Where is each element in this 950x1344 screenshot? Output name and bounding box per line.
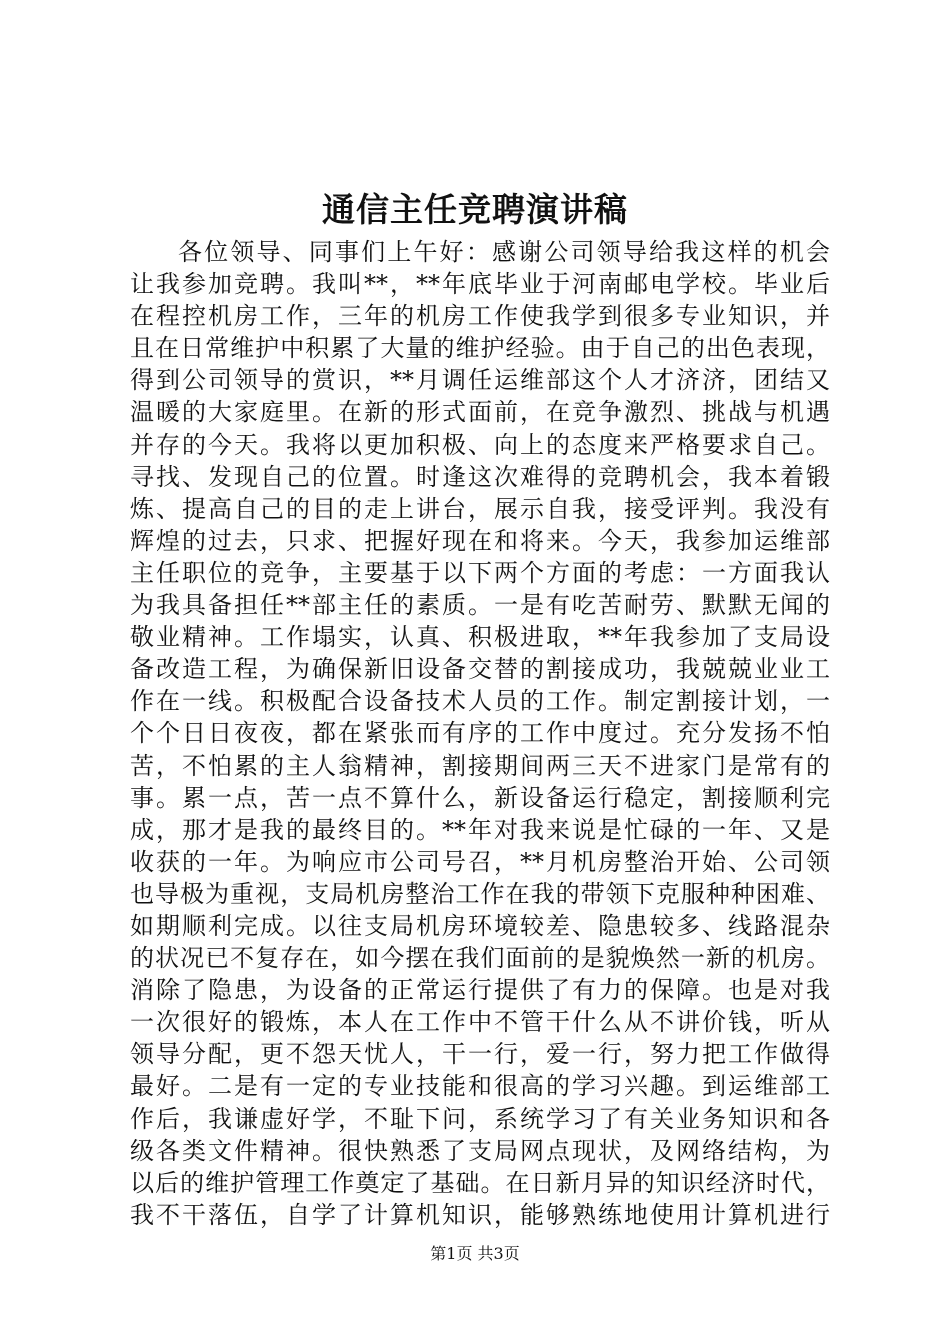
text-line: 作后，我谦虚好学，不耻下问，系统学习了有关业务知识和各: [130, 1104, 830, 1133]
text-line: 也导极为重视，支局机房整治工作在我的带领下克服种种困难、: [130, 879, 830, 908]
text-line: 为我具备担任**部主任的素质。一是有吃苦耐劳、默默无闻的: [130, 591, 830, 620]
text-line: 让我参加竞聘。我叫**，**年底毕业于河南邮电学校。毕业后: [130, 270, 830, 299]
text-line: 且在日常维护中积累了大量的维护经验。由于自己的出色表现，: [130, 334, 830, 363]
text-line: 炼、提高自己的目的走上讲台，展示自我，接受评判。我没有: [130, 494, 830, 523]
text-line: 备改造工程，为确保新旧设备交替的割接成功，我兢兢业业工: [130, 655, 830, 684]
text-line: 我不干落伍，自学了计算机知识，能够熟练地使用计算机进行: [130, 1200, 830, 1229]
text-line: 敬业精神。工作塌实，认真、积极进取，**年我参加了支局设: [130, 623, 830, 652]
text-line: 辉煌的过去，只求、把握好现在和将来。今天，我参加运维部: [130, 526, 830, 555]
text-line: 温暖的大家庭里。在新的形式面前，在竞争激烈、挑战与机遇: [130, 398, 830, 427]
text-line: 寻找、发现自己的位置。时逢这次难得的竞聘机会，我本着锻: [130, 462, 830, 491]
page-footer: 第1页 共3页: [430, 1244, 520, 1263]
text-line: 苦，不怕累的主人翁精神，割接期间两三天不进家门是常有的: [130, 751, 830, 780]
document-body: [130, 236, 830, 1231]
text-line: 一次很好的锻炼，本人在工作中不管干什么从不讲价钱，听从: [130, 1008, 830, 1037]
text-line: 得到公司领导的赏识，**月调任运维部这个人才济济，团结又: [130, 366, 830, 395]
text-line: 成，那才是我的最终目的。**年对我来说是忙碌的一年、又是: [130, 815, 830, 844]
text-line: 事。累一点，苦一点不算什么，新设备运行稳定，割接顺利完: [130, 783, 830, 812]
text-line: 个个日日夜夜，都在紧张而有序的工作中度过。充分发扬不怕: [130, 719, 830, 748]
text-line: 并存的今天。我将以更加积极、向上的态度来严格要求自己。: [130, 430, 830, 459]
text-line: 作在一线。积极配合设备技术人员的工作。制定割接计划，一: [130, 687, 830, 716]
text-line: 各位领导、同事们上午好：感谢公司领导给我这样的机会: [178, 238, 830, 266]
text-line: 消除了隐患，为设备的正常运行提供了有力的保障。也是对我: [130, 976, 830, 1005]
text-line: 领导分配，更不怨天忧人，干一行，爱一行，努力把工作做得: [130, 1040, 830, 1069]
text-line: 如期顺利完成。以往支局机房环境较差、隐患较多、线路混杂: [130, 911, 830, 940]
text-line: 最好。二是有一定的专业技能和很高的学习兴趣。到运维部工: [130, 1072, 830, 1101]
document-title: 通信主任竞聘演讲稿: [322, 190, 628, 229]
text-line: 主任职位的竞争，主要基于以下两个方面的考虑：一方面我认: [130, 558, 830, 587]
text-line: 收获的一年。为响应市公司号召，**月机房整治开始、公司领: [130, 847, 830, 876]
text-line: 级各类文件精神。很快熟悉了支局网点现状，及网络结构，为: [130, 1136, 830, 1165]
text-line: 的状况已不复存在，如今摆在我们面前的是貌焕然一新的机房。: [130, 944, 830, 973]
text-line: 在程控机房工作，三年的机房工作使我学到很多专业知识，并: [130, 302, 830, 331]
text-line: 以后的维护管理工作奠定了基础。在日新月异的知识经济时代，: [130, 1168, 830, 1197]
